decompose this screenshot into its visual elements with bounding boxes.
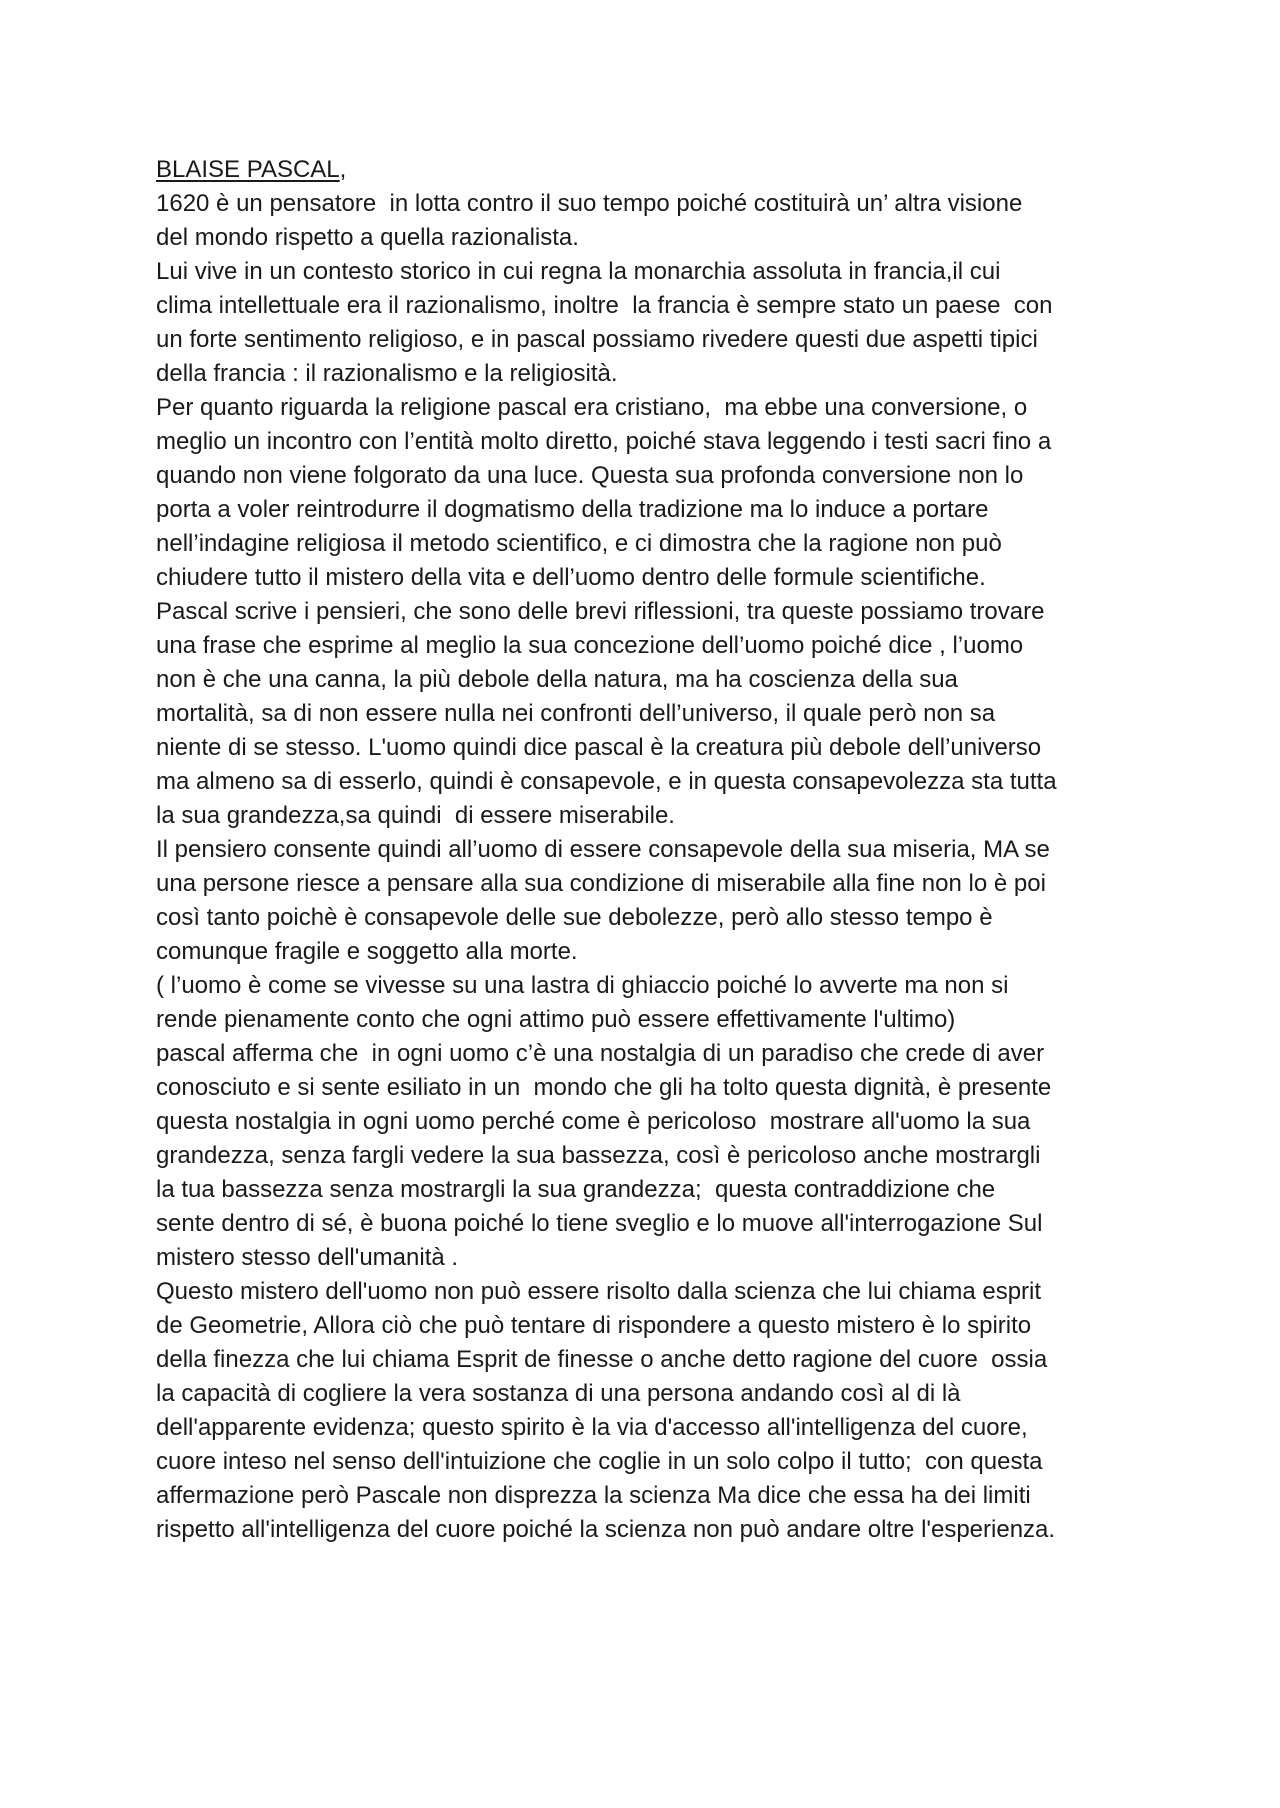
- text-line: un forte sentimento religioso, e in pascal possiamo rivedere questi due aspetti tipici: [156, 326, 1038, 353]
- text-line: comunque fragile e soggetto alla morte.: [156, 938, 578, 965]
- text-line: Questo mistero dell'uomo non può essere risolto dalla scienza che lui chiama esprit: [156, 1278, 1042, 1305]
- text-line: grandezza, senza fargli vedere la sua bassezza, così è pericoloso anche mostrargli: [156, 1142, 1041, 1169]
- text-line: Pascal scrive i pensieri, che sono delle brevi riflessioni, tra queste possiamo trovare: [156, 598, 1045, 625]
- text-line: affermazione però Pascale non disprezza la scienza Ma dice che essa ha dei limiti: [156, 1482, 1031, 1509]
- text-line: dell'apparente evidenza; questo spirito è la via d'accesso all'intelligenza del cuore,: [156, 1414, 1028, 1441]
- text-line: così tanto poichè è consapevole delle sue debolezze, però allo stesso tempo è: [156, 904, 993, 931]
- text-line: della francia : il razionalismo e la religiosità.: [156, 360, 618, 387]
- text-line: pascal afferma che in ogni uomo c’è una nostalgia di un paradiso che crede di aver: [156, 1040, 1045, 1067]
- text-line: rende pienamente conto che ogni attimo può essere effettivamente l'ultimo): [156, 1006, 956, 1033]
- text-line: mortalità, sa di non essere nulla nei confronti dell’universo, il quale però non sa: [156, 700, 996, 727]
- text-line: chiudere tutto il mistero della vita e dell’uomo dentro delle formule scientifiche.: [156, 564, 986, 591]
- text-line: della finezza che lui chiama Esprit de finesse o anche detto ragione del cuore ossia: [156, 1346, 1048, 1373]
- text-line: non è che una canna, la più debole della natura, ma ha coscienza della sua: [156, 666, 958, 693]
- text-line: ma almeno sa di esserlo, quindi è consapevole, e in questa consapevolezza sta tutta: [156, 768, 1057, 795]
- document-body: [156, 153, 1156, 1547]
- text-line: de Geometrie, Allora ciò che può tentare di rispondere a questo mistero è lo spirito: [156, 1312, 1032, 1339]
- text-line: una frase che esprime al meglio la sua concezione dell’uomo poiché dice , l’uomo: [156, 632, 1024, 659]
- text-line: ( l’uomo è come se vivesse su una lastra di ghiaccio poiché lo avverte ma non si: [156, 972, 1009, 999]
- text-line: Lui vive in un contesto storico in cui regna la monarchia assoluta in francia,il cui: [156, 258, 1001, 285]
- text-line: clima intellettuale era il razionalismo, inoltre la francia è sempre stato un paese con: [156, 292, 1053, 319]
- text-lines: [156, 187, 1156, 1547]
- text-line: conosciuto e si sente esiliato in un mondo che gli ha tolto questa dignità, è presente: [156, 1074, 1052, 1101]
- document-title: [156, 153, 1156, 187]
- text-line: una persone riesce a pensare alla sua condizione di miserabile alla fine non lo è poi: [156, 870, 1046, 897]
- text-line: niente di se stesso. L'uomo quindi dice pascal è la creatura più debole dell’universo: [156, 734, 1042, 761]
- text-line: quando non viene folgorato da una luce. Questa sua profonda conversione non lo: [156, 462, 1024, 489]
- text-line: sente dentro di sé, è buona poiché lo tiene sveglio e lo muove all'interrogazione Sul: [156, 1210, 1043, 1237]
- text-line: Il pensiero consente quindi all’uomo di essere consapevole della sua miseria, MA se: [156, 836, 1050, 863]
- title-suffix: ,: [339, 156, 347, 183]
- text-line: nell’indagine religiosa il metodo scientifico, e ci dimostra che la ragione non può: [156, 530, 1002, 557]
- text-line: cuore inteso nel senso dell'intuizione che coglie in un solo colpo il tutto; con questa: [156, 1448, 1043, 1475]
- text-line: la tua bassezza senza mostrargli la sua grandezza; questa contraddizione che: [156, 1176, 996, 1203]
- title-text: BLAISE PASCAL: [156, 156, 340, 183]
- text-line: del mondo rispetto a quella razionalista.: [156, 224, 579, 251]
- text-line: meglio un incontro con l’entità molto diretto, poiché stava leggendo i testi sacri fino a: [156, 428, 1052, 455]
- text-line: questa nostalgia in ogni uomo perché come è pericoloso mostrare all'uomo la sua: [156, 1108, 1031, 1135]
- text-line: rispetto all'intelligenza del cuore poiché la scienza non può andare oltre l'esperienza.: [156, 1516, 1056, 1543]
- text-line: la capacità di cogliere la vera sostanza di una persona andando così al di là: [156, 1380, 961, 1407]
- text-line: la sua grandezza,sa quindi di essere miserabile.: [156, 802, 675, 829]
- text-line: 1620 è un pensatore in lotta contro il suo tempo poiché costituirà un’ altra visione: [156, 190, 1023, 217]
- text-line: mistero stesso dell'umanità .: [156, 1244, 459, 1271]
- text-line: Per quanto riguarda la religione pascal era cristiano, ma ebbe una conversione, o: [156, 394, 1028, 421]
- text-line: porta a voler reintrodurre il dogmatismo della tradizione ma lo induce a portare: [156, 496, 989, 523]
